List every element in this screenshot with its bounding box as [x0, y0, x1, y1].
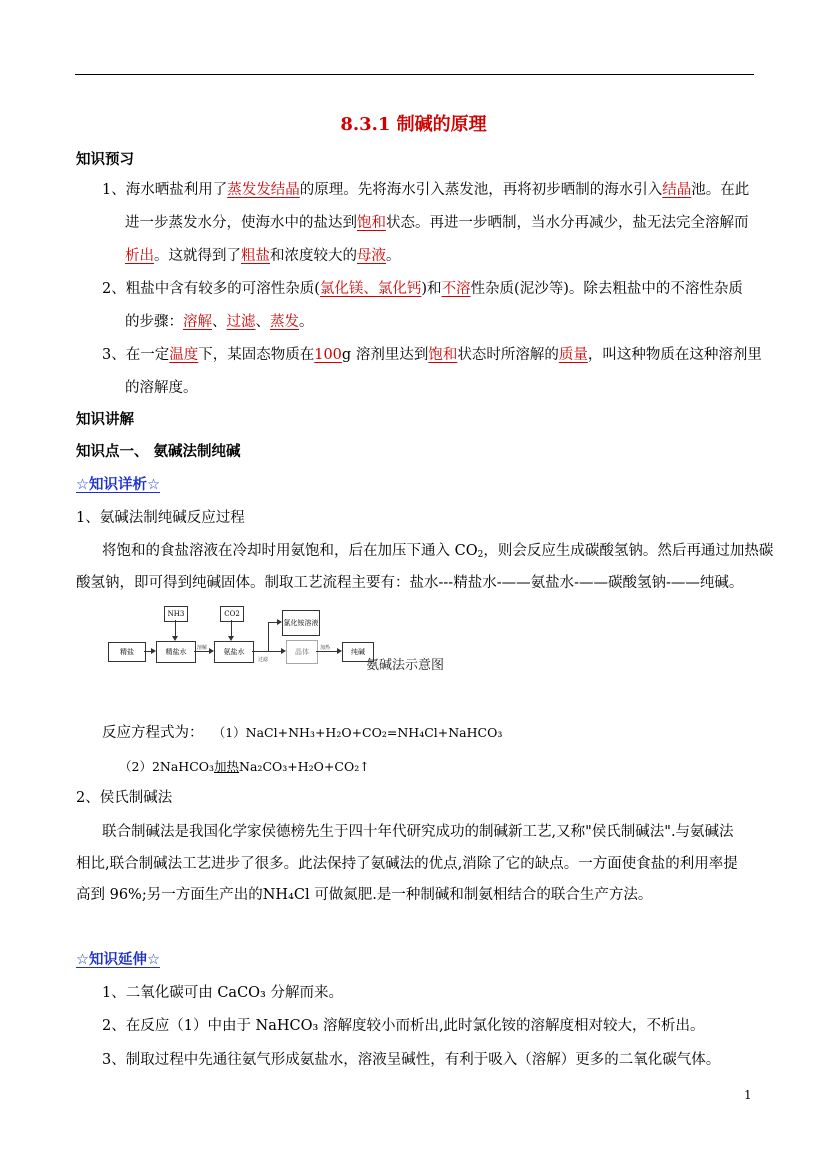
answer-blank: 蒸发发结晶 — [227, 182, 300, 198]
s1-paragraph-line2: 酸氢钠，即可得到纯碱固体。制取工艺流程主要有：盐水---精盐水-——氨盐水-——碳酸氢钠-——纯碱。 — [76, 575, 744, 591]
equation-2: （2）2NaHCO₃加热Na₂CO₃+H₂O+CO₂↑ — [119, 759, 370, 774]
preview-p3-line1: 3、在一定温度下，某固态物质在100g 溶剂里达到饱和状态时所溶解的质量，叫这种物质在这种溶剂里 — [102, 347, 762, 363]
preview-p1-line2: 进一步蒸发水分，使海水中的盐达到饱和状态。再进一步晒制，当水分再减少，盐无法完全溶解而 — [125, 215, 749, 231]
equation-1: （1）NaCl+NH₃+H₂O+CO₂=NH₄Cl+NaHCO₃ — [212, 725, 503, 740]
answer-blank: 过滤 — [226, 314, 256, 330]
answer-blank: 不溶 — [441, 281, 471, 297]
answer-blank: 溶解 — [183, 314, 212, 330]
extension-item-3: 3、制取过程中先通往氨气形成氨盐水，溶液呈碱性，有利于吸入（溶解）更多的二氧化碳气体。 — [102, 1052, 721, 1068]
diagram-box-ammonia-brine: 氨盐水 — [214, 641, 254, 663]
diagram-box-ammonium-chloride: 氯化铵溶液 — [282, 610, 320, 636]
preview-p2-line1: 2、粗盐中含有较多的可溶性杂质(氯化镁、氯化钙)和不溶性杂质(泥沙等)。除去粗盐中的不溶性杂质 — [102, 281, 743, 297]
s1-title: 1、氨碱法制纯碱反应过程 — [76, 510, 245, 526]
diagram-box-soda: 纯碱 — [342, 642, 374, 662]
equation-label-line: 反应方程式为： （1）NaCl+NH₃+H₂O+CO₂=NH₄Cl+NaHCO₃ — [102, 725, 503, 741]
diagram-box-refined-brine: 精盐水 — [156, 641, 196, 663]
answer-blank: 析出 — [125, 248, 154, 264]
s2-paragraph-line3: 高到 96%;另一方面生产出的NH₄Cl 可做氮肥.是一种制碱和制氨相结合的联合生产方法。 — [76, 887, 653, 903]
s2-paragraph-line1: 联合制碱法是我国化学家侯德榜先生于四十年代研究成功的制碱新工艺,又称"侯氏制碱法".与氨碱法 — [102, 824, 734, 840]
detail-heading: ☆知识详析☆ — [76, 477, 160, 493]
diagram-box-nh3: NH3 — [164, 606, 188, 622]
section-heading-preview: 知识预习 — [76, 152, 134, 168]
preview-p1-line1: 1、海水晒盐利用了蒸发发结晶的原理。先将海水引入蒸发池，再将初步晒制的海水引入结晶池。在此 — [102, 182, 750, 198]
extension-heading: ☆知识延伸☆ — [76, 952, 160, 968]
answer-blank: 质量 — [558, 347, 588, 363]
section-heading-lecture: 知识讲解 — [76, 412, 134, 428]
answer-blank: 结晶 — [662, 182, 692, 198]
header-rule — [75, 74, 754, 75]
preview-p2-line2: 的步骤：溶解、过滤、蒸发。 — [125, 314, 314, 330]
diagram-box-salt: 精盐 — [108, 642, 146, 662]
extension-item-2: 2、在反应（1）中由于 NaHCO₃ 溶解度较小而析出,此时氯化铵的溶解度相对较大，不析出。 — [102, 1018, 705, 1034]
answer-blank: 饱和 — [357, 215, 386, 231]
page-title: 8.3.1 制碱的原理 — [340, 114, 487, 135]
answer-blank: 氯化镁、氯化钙 — [319, 281, 422, 297]
knowledge-point-1: 知识点一、 氨碱法制纯碱 — [76, 444, 241, 460]
answer-blank: 饱和 — [428, 347, 458, 363]
extension-item-1: 1、二氧化碳可由 CaCO₃ 分解而来。 — [102, 985, 343, 1001]
preview-p3-line2: 的溶解度。 — [125, 380, 198, 396]
answer-blank: 温度 — [169, 347, 199, 363]
s1-paragraph-line1: 将饱和的食盐溶液在冷却时用氨饱和，后在加压下通入 $CO_2$，则会反应生成碳酸氢钠。然后再通过加热碳 — [102, 543, 774, 560]
answer-blank: 100 — [314, 347, 342, 363]
diagram-box-co2: CO2 — [220, 606, 244, 622]
diagram-box-crystal: 晶体 — [286, 640, 318, 664]
answer-blank: 母液 — [357, 248, 386, 264]
preview-p1-line3: 析出。这就得到了粗盐和浓度较大的母液。 — [125, 248, 401, 264]
s2-paragraph-line2: 相比,联合制碱法工艺进步了很多。此法保持了氨碱法的优点,消除了它的缺点。一方面使食盐的利用率提 — [76, 856, 738, 872]
ammonia-soda-process-diagram: 精盐 精盐水 氨盐水 NH3 CO2 氯化铵溶液 晶体 纯碱 溶解 过滤 加热 氨碱法示意图 — [108, 604, 458, 676]
s2-title: 2、侯氏制碱法 — [76, 790, 173, 806]
diagram-caption: 氨碱法示意图 — [366, 658, 445, 673]
page-number: 1 — [744, 1088, 752, 1102]
answer-blank: 粗盐 — [241, 248, 270, 264]
heating-condition: 加热 — [214, 759, 240, 774]
answer-blank: 蒸发 — [270, 314, 299, 330]
